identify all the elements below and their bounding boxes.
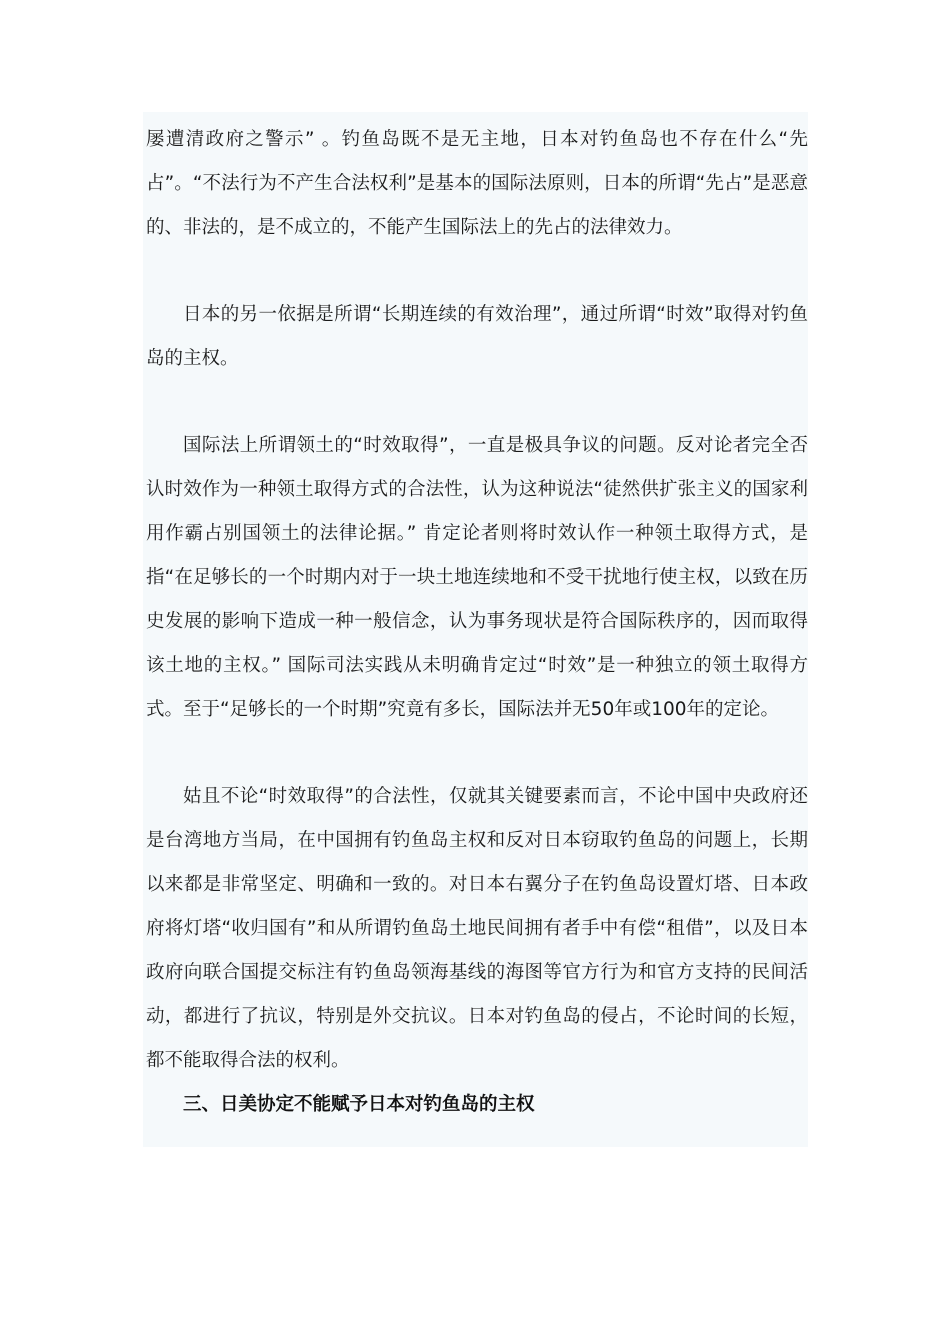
paragraph-prescription: 国际法上所谓领土的“时效取得”，一直是极具争议的问题。反对论者完全否认时效作为一种领土取得方式的合法性，认为这种说法“徒然供扩张主义的国家利用作霸占别国领土的法律论据。” 肯定论者则将时效认作一种领土取得方式，是指“在足够长的一个时期内对于一块土地连续地和不受干扰地行使主权，以致在历史发展的影响下造成一种一般信念，认为事务现状是符合国际秩序的，因而取得该土地的主权。” 国际司法实践从未明确肯定过“时效”是一种独立的领土取得方式。至于“足够长的一个时期”究竟有多长，国际法并无50年或100年的定论。 [146,435,808,720]
section-heading: 三、日美协定不能赋予日本对钓鱼岛的主权 [183,1094,535,1115]
paragraph-spacer [146,381,808,424]
document-body [146,118,808,1127]
paragraph-effective-governance: 日本的另一依据是所谓“长期连续的有效治理”，通过所谓“时效”取得对钓鱼岛的主权。 [146,304,808,369]
paragraph-spacer [146,250,808,293]
paragraph-protests: 姑且不论“时效取得”的合法性，仅就其关键要素而言，不论中国中央政府还是台湾地方当局，在中国拥有钓鱼岛主权和反对日本窃取钓鱼岛的问题上，长期以来都是非常坚定、明确和一致的。对日本右翼分子在钓鱼岛设置灯塔、日本政府将灯塔“收归国有”和从所谓钓鱼岛土地民间拥有者手中有偿“租借”，以及日本政府向联合国提交标注有钓鱼岛领海基线的海图等官方行为和官方支持的民间活动，都进行了抗议，特别是外交抗议。日本对钓鱼岛的侵占，不论时间的长短，都不能取得合法的权利。 [146,786,808,1071]
paragraph-first-occupation: 屡遭清政府之警示” 。钓鱼岛既不是无主地，日本对钓鱼岛也不存在什么“先占”。“不法行为不产生合法权利”是基本的国际法原则，日本的所谓“先占”是恶意的、非法的，是不成立的，不能产生国际法上的先占的法律效力。 [146,129,808,238]
paragraph-spacer [146,732,808,775]
